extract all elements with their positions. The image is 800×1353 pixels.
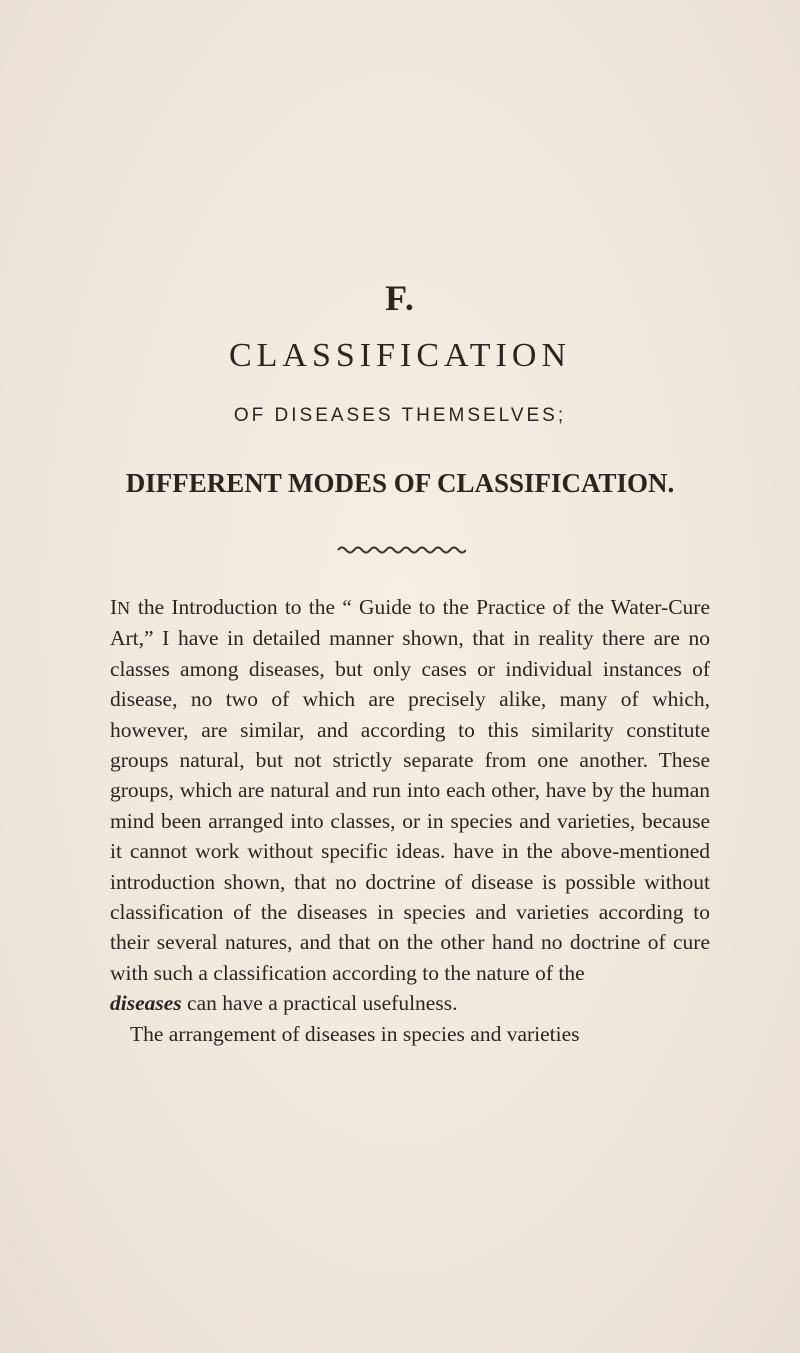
- body-text: [110, 592, 710, 1049]
- paragraph-1: [110, 592, 710, 1019]
- italic-word: diseases: [110, 991, 182, 1016]
- lead-initial: I: [110, 595, 118, 619]
- section-letter: F.: [385, 278, 415, 318]
- paragraph-1-tail: can have a practical usefulness.: [181, 991, 458, 1016]
- chapter-subtitle: OF DISEASES THEMSELVES;: [233, 405, 567, 426]
- chapter-title: CLASSIFICATION: [228, 337, 572, 374]
- paragraph-2: The arrangement of diseases in species and varieties: [130, 1021, 580, 1046]
- lead-smallcaps: N: [117, 598, 131, 618]
- paragraph-1-text: the Introduction to the “ Guide to the Practice of the Water-Cure Art,” I have in detailed manner shown, that in reality there are no classes among diseases, but only cases or individual instances of disease, no two of which are precisely alike, many of which, however, are similar, and according to this similarity constitute groups natural, but not strictly separate from one another. These groups, which are natural and run into each other, have by the human mind been arranged into classes, or in species and varieties, because it cannot work without specific ideas. have in the above-mentioned introduction shown, that no doctrine of disease is possible without classification of the diseases in species and varieties according to their several natures, and that on the other hand no doctrine of cure with such a classification according to the nature of the: [110, 595, 710, 985]
- chapter-heading: DIFFERENT MODES OF CLASSIFICATION.: [125, 468, 675, 498]
- ornament-divider: [336, 543, 466, 557]
- wavy-rule: [338, 548, 466, 553]
